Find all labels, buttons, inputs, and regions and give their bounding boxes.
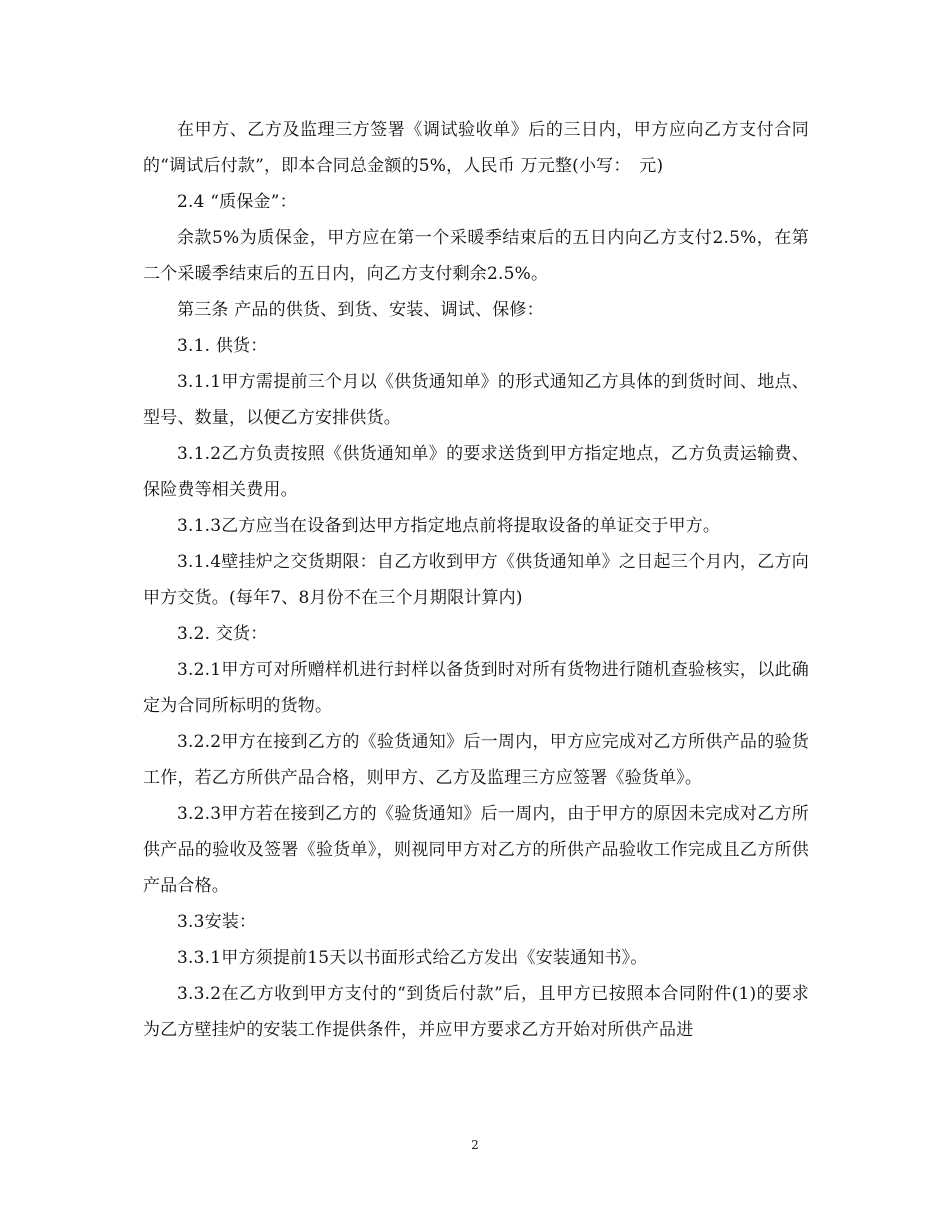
paragraph: 2.4 “质保金”： — [177, 192, 297, 212]
paragraph: 3.1.2乙方负责按照《供货通知单》的要求送货到甲方指定地点，乙方负责运输费、保险费等相关费用。 — [143, 444, 809, 500]
paragraph: 3.1. 供货： — [177, 336, 268, 356]
paragraph: 余款5%为质保金，甲方应在第一个采暖季结束后的五日内向乙方支付2.5%，在第二个采暖季结束后的五日内，向乙方支付剩余2.5%。 — [143, 228, 809, 284]
paragraph: 3.2.3甲方若在接到乙方的《验货通知》后一周内，由于甲方的原因未完成对乙方所供产品的验收及签署《验货单》，则视同甲方对乙方的所供产品验收工作完成且乙方所供产品合格。 — [143, 804, 809, 896]
paragraph: 3.2. 交货： — [177, 624, 268, 644]
paragraph: 第三条 产品的供货、到货、安装、调试、保修： — [177, 300, 544, 320]
paragraph: 3.2.2甲方在接到乙方的《验货通知》后一周内，甲方应完成对乙方所供产品的验货工作，若乙方所供产品合格，则甲方、乙方及监理三方应签署《验货单》。 — [143, 732, 809, 788]
paragraph: 3.3安装： — [177, 912, 257, 932]
page-number: 2 — [471, 1138, 479, 1152]
paragraph: 3.1.4壁挂炉之交货期限：自乙方收到甲方《供货通知单》之日起三个月内，乙方向甲方交货。(每年7、8月份不在三个月期限计算内) — [143, 552, 809, 608]
paragraph: 3.1.1甲方需提前三个月以《供货通知单》的形式通知乙方具体的到货时间、地点、型号、数量，以便乙方安排供货。 — [143, 372, 809, 428]
document-body — [143, 112, 809, 1048]
paragraph: 3.3.1甲方须提前15天以书面形式给乙方发出《安装通知书》。 — [177, 948, 648, 968]
paragraph: 在甲方、乙方及监理三方签署《调试验收单》后的三日内，甲方应向乙方支付合同的“调试后付款”，即本合同总金额的5%，人民币 万元整(小写： 元) — [143, 120, 809, 176]
paragraph: 3.2.1甲方可对所赠样机进行封样以备货到时对所有货物进行随机查验核实，以此确定为合同所标明的货物。 — [143, 660, 809, 716]
paragraph: 3.3.2在乙方收到甲方支付的“到货后付款”后，且甲方已按照本合同附件(1)的要求为乙方壁挂炉的安装工作提供条件，并应甲方要求乙方开始对所供产品进 — [143, 984, 809, 1040]
paragraph: 3.1.3乙方应当在设备到达甲方指定地点前将提取设备的单证交于甲方。 — [177, 516, 721, 536]
